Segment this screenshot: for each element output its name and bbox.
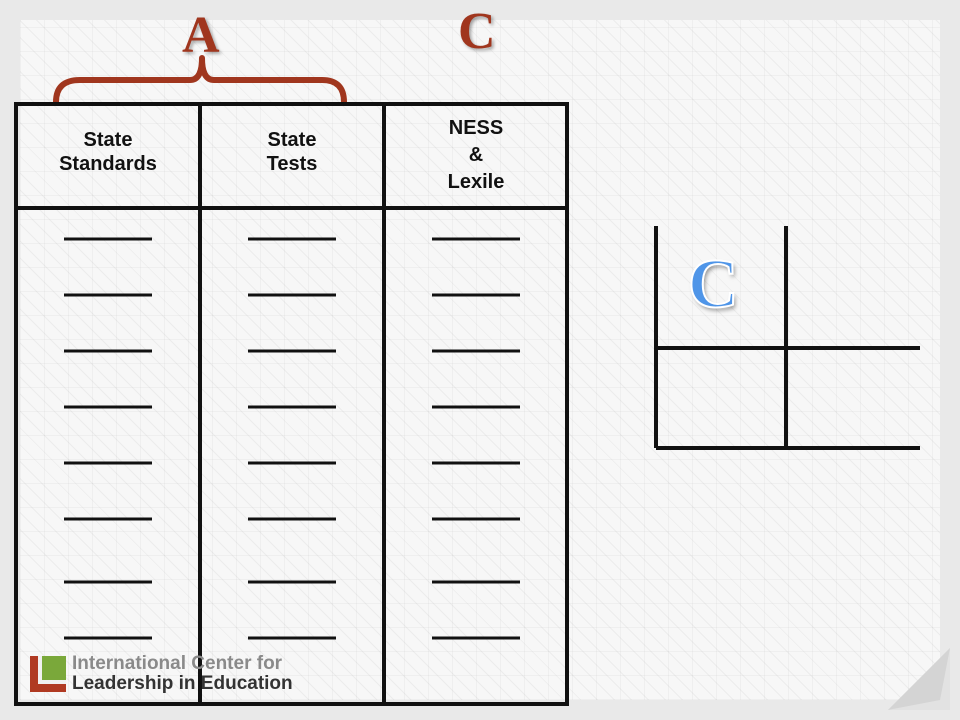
letter-c-top: C (458, 3, 496, 60)
column-header-state-tests: State Tests (266, 129, 318, 175)
logo-line-1: International Center for (72, 653, 283, 674)
icle-logo-text (72, 654, 293, 694)
page-curl-icon (888, 648, 950, 710)
icle-logo-mark-icon (30, 656, 66, 692)
logo-line-2: Leadership in Education (72, 673, 293, 694)
letter-c-blue: C (688, 246, 739, 323)
column-header-ness-lexile: NESS & Lexile (447, 117, 505, 193)
column-header-state-standards: State Standards (59, 129, 157, 175)
letter-a: A (182, 7, 220, 64)
